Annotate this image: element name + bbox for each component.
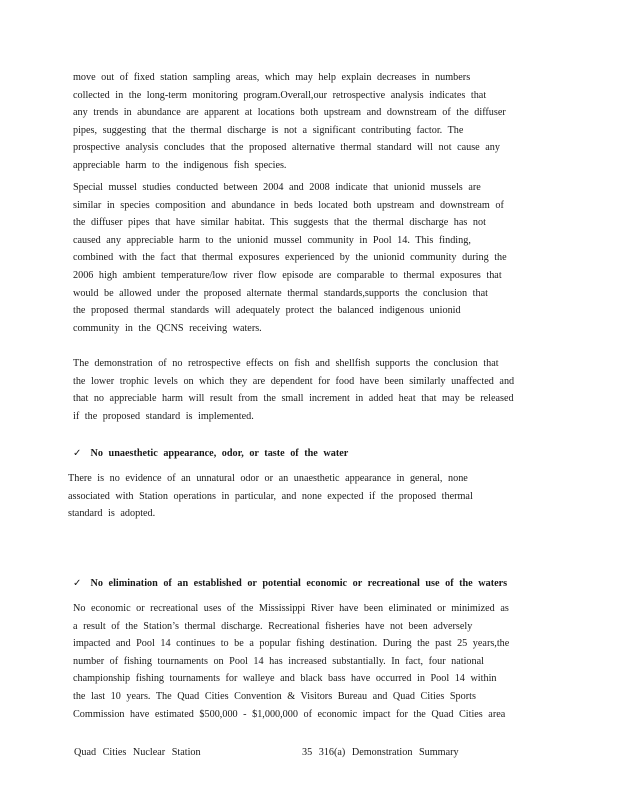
text-line: collected in the long-term monitoring program.Overall,our retrospective analysis indicates that — [73, 89, 487, 101]
text-line: similar in species composition and abundance in beds located both upstream and downstream of — [73, 199, 504, 211]
text-line: pipes, suggesting that the thermal discharge is not a significant contributing factor. The — [73, 124, 464, 136]
text-line: appreciable harm to the indigenous fish species. — [73, 159, 287, 171]
text-line: community in the QCNS receiving waters. — [73, 322, 262, 334]
text-line: championship fishing tournaments for walleye and black bass have occurred in Pool 14 within — [73, 673, 497, 685]
text-line: number of fishing tournaments on Pool 14 has increased substantially. In fact, four national — [73, 655, 484, 667]
text-line: No economic or recreational uses of the Mississippi River have been eliminated or minimized as — [73, 603, 509, 614]
text-line: the lower trophic levels on which they are dependent for food have been similarly unaffected and — [73, 375, 515, 387]
text-line: a result of the Station’s thermal discharge. Recreational fisheries have not been adversely — [73, 620, 473, 632]
text-line: Commission have estimated $500,000 - $1,000,000 of economic impact for the Quad Cities area — [73, 708, 506, 720]
paragraph-mussel-studies — [73, 179, 540, 337]
text-line: standard is adopted. — [68, 508, 156, 520]
footer-station-name: Quad Cities Nuclear Station — [74, 747, 201, 758]
footer-page-label: 35 316(a) Demonstration Summary — [302, 747, 459, 758]
paragraph-no-odor — [68, 470, 538, 523]
text-line: The demonstration of no retrospective effects on fish and shellfish supports the conclusion that — [73, 358, 499, 369]
text-line: impacted and Pool 14 continues to be a popular fishing destination. During the past 25 years,the — [73, 638, 510, 650]
text-line: Special mussel studies conducted between 2004 and 2008 indicate that unionid mussels are — [73, 182, 481, 193]
section-heading-text: No elimination of an established or potential economic or recreational use of the waters — [90, 578, 508, 589]
section-heading-text: No unaesthetic appearance, odor, or taste of the water — [90, 448, 349, 459]
text-line: the diffuser pipes that have similar habitat. This suggests that the thermal discharge has not — [73, 217, 486, 229]
paragraph-fish-abundance — [73, 69, 535, 175]
paragraph-recreational-use — [73, 600, 543, 723]
text-line: prospective analysis concludes that the proposed alternative thermal standard will not cause any — [73, 142, 500, 154]
text-line: caused any appreciable harm to the unionid mussel community in Pool 14. This finding, — [73, 234, 471, 246]
text-line: move out of fixed station sampling areas, which may help explain decreases in numbers — [73, 72, 471, 83]
text-line: combined with the fact that thermal exposures experienced by the unionid community during the — [73, 252, 507, 264]
text-line: would be allowed under the proposed alternate thermal standards,supports the conclusion that — [73, 287, 488, 299]
section-heading-economic-use — [73, 575, 543, 593]
text-line: if the proposed standard is implemented. — [73, 410, 254, 422]
paragraph-trophic-levels — [73, 355, 540, 425]
text-line: There is no evidence of an unnatural odor or an unaesthetic appearance in general, none — [68, 473, 468, 484]
text-line: associated with Station operations in particular, and none expected if the proposed thermal — [68, 490, 473, 502]
text-line: any trends in abundance are apparent at locations both upstream and downstream of the diffuser — [73, 107, 506, 119]
text-line: 2006 high ambient temperature/low river flow episode are comparable to thermal exposures that — [73, 269, 502, 281]
checkmark-icon: ✓ — [73, 448, 82, 459]
text-line: the proposed thermal standards will adequately protect the balanced indigenous unionid — [73, 305, 461, 317]
checkmark-icon: ✓ — [73, 578, 82, 589]
text-line: the last 10 years. The Quad Cities Convention & Visitors Bureau and Quad Cities Sports — [73, 690, 476, 702]
section-heading-aesthetics — [73, 445, 533, 463]
text-line: that no appreciable harm will result from the small increment in added heat that may be released — [73, 393, 514, 405]
